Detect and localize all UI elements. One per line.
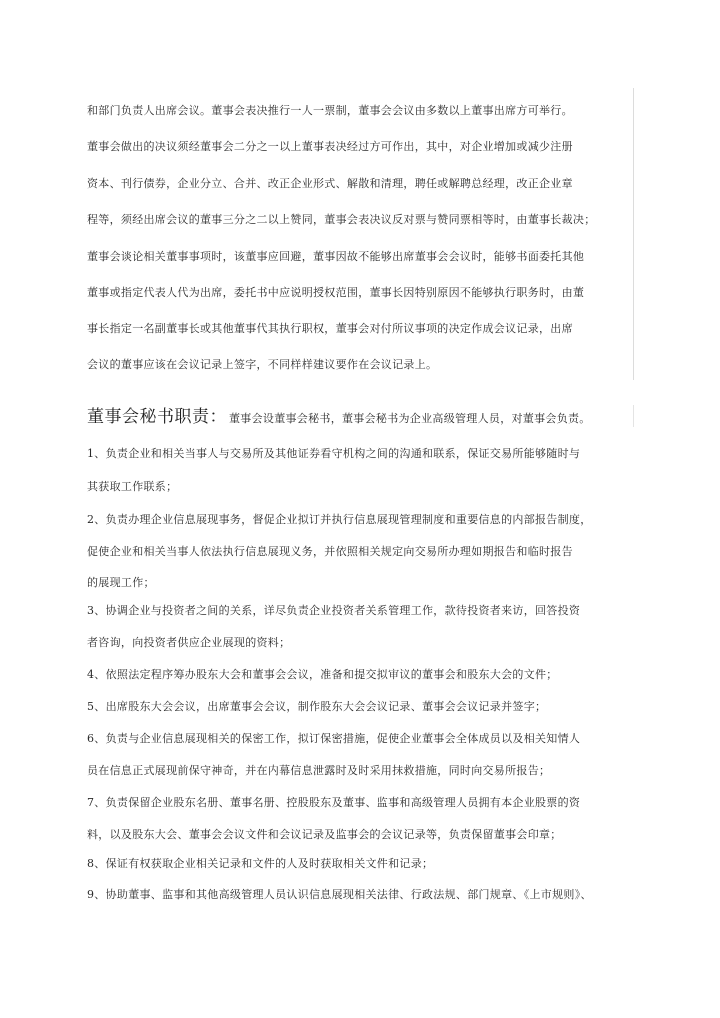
paragraph-line: 董事或指定代表人代为出席，委托书中应说明授权范围，董事长因特别原因不能够执行职务时，由董 <box>87 286 585 299</box>
duty-line: 员在信息正式展现前保守神奇，并在内幕信息泄露时及时采用抹救措施，同时向交易所报告； <box>87 764 551 777</box>
section-heading: 董事会秘书职责： <box>87 407 227 427</box>
duty-line: 者咨询，向投资者供应企业展现的资料； <box>87 636 291 649</box>
margin-rule-short <box>633 405 634 427</box>
duty-line: 1、负责企业和相关当事人与交易所及其他证券看守机构之间的沟通和联系，保证交易所能够随时与 <box>87 447 581 460</box>
paragraph-line: 和部门负责人出席会议。董事会表决推行一人一票制，董事会会议由多数以上董事出席方可举行。 <box>87 104 573 117</box>
duty-line: 2、负责办理企业信息展现事务，督促企业拟订并执行信息展现管理制度和重要信息的内部报告制度， <box>87 513 592 526</box>
paragraph-line: 资本、刊行债券，企业分立、合并、改正企业形式、解散和清理，聘任或解聘总经理，改正企业章 <box>87 177 573 190</box>
duty-line: 9、协助董事、监事和其他高级管理人员认识信息展现相关法律、行政法规、部门规章、《上市规则》、 <box>87 888 592 901</box>
duty-line: 其获取工作联系； <box>87 480 178 493</box>
paragraph-line: 董事会做出的决议须经董事会二分之一以上董事表决经过方可作出，其中，对企业增加或减少注册 <box>87 140 573 153</box>
paragraph-line: 董事会谈论相关董事事项时，该董事应回避，董事因故不能够出席董事会会议时，能够书面委托其他 <box>87 250 585 263</box>
duty-line: 7、负责保留企业股东名册、董事名册、控股股东及董事、监事和高级管理人员拥有本企业股票的资 <box>87 796 581 809</box>
paragraph-line: 程等，须经出席会议的董事三分之二以上赞同，董事会表决议反对票与赞同票相等时，由董事长裁决； <box>87 213 596 226</box>
paragraph-line: 事长指定一名副董事长或其他董事代其执行职权，董事会对付所议事项的决定作成会议记录，出席 <box>87 322 573 335</box>
duty-line: 6、负责与企业信息展现相关的保密工作，拟订保密措施，促使企业董事会全体成员以及相关知情人 <box>87 732 581 745</box>
duty-line: 8、保证有权获取企业相关记录和文件的人及时获取相关文件和记录； <box>87 857 434 870</box>
duty-line: 促使企业和相关当事人依法执行信息展现义务，并依照相关规定向交易所办理如期报告和临时报告 <box>87 545 573 558</box>
duty-line: 料，以及股东大会、董事会会议文件和会议记录及监事会的会议记录等，负责保留董事会印章； <box>87 828 562 841</box>
duty-line: 的展现工作； <box>87 576 155 589</box>
margin-rule <box>633 88 634 380</box>
duty-line: 5、出席股东大会会议，出席董事会会议，制作股东大会会议记录、董事会会议记录并签字； <box>87 700 547 713</box>
duty-line: 3、协调企业与投资者之间的关系，详尽负责企业投资者关系管理工作，款待投资者来访，回答投资 <box>87 604 581 617</box>
duty-line: 4、依照法定程序筹办股东大会和董事会会议，准备和提交拟审议的董事会和股东大会的文件； <box>87 668 558 681</box>
section-description: 董事会设董事会秘书，董事会秘书为企业高级管理人员，对董事会负责。 <box>229 412 591 425</box>
paragraph-line: 会议的董事应该在会议记录上签字，不同样样建议要作在会议记录上。 <box>87 358 438 371</box>
section-heading-line <box>87 402 591 427</box>
